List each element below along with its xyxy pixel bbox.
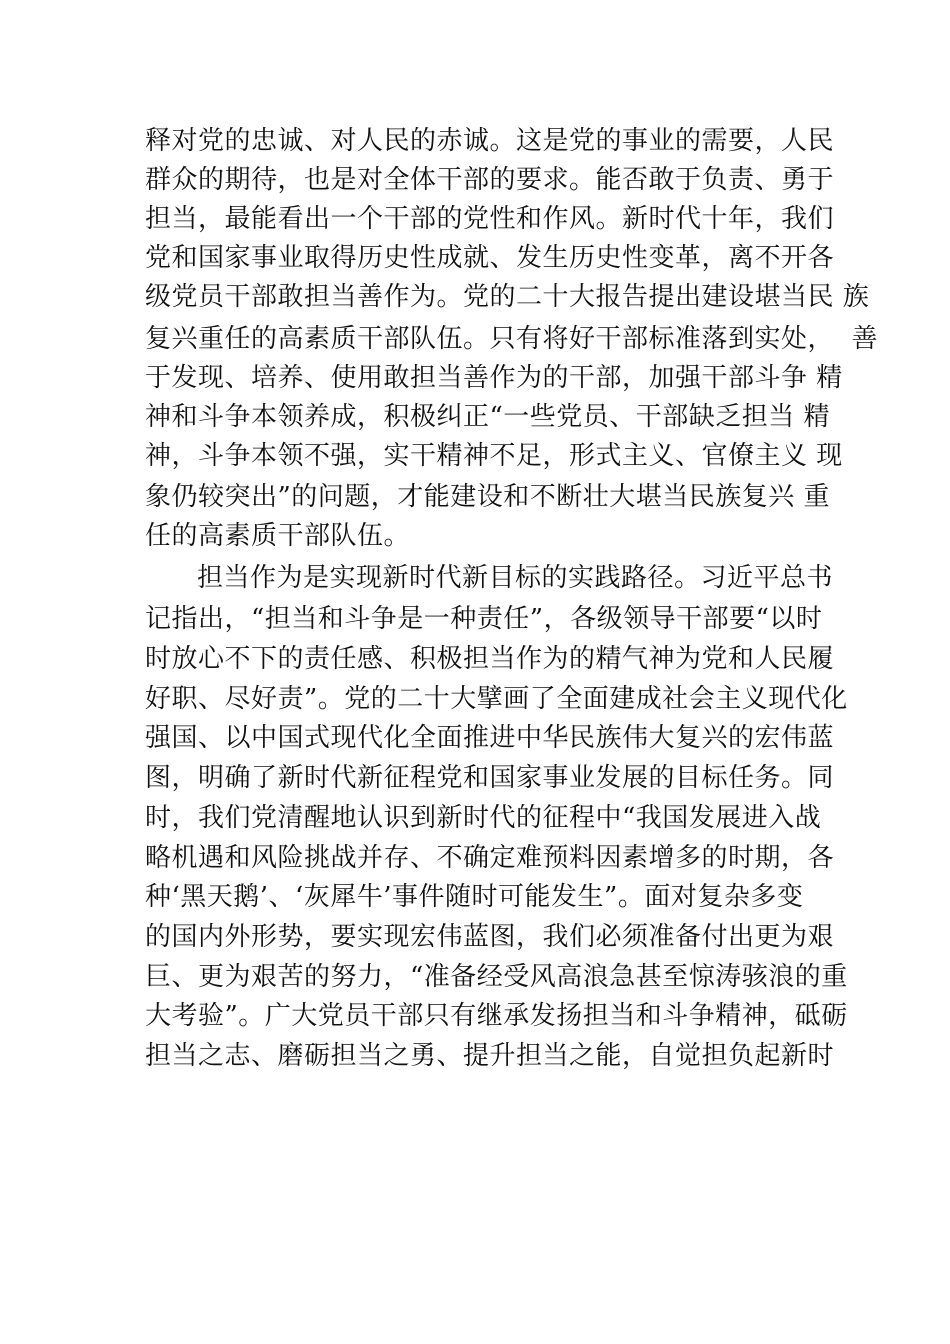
text-line: 的国内外形势，要实现宏伟蓝图，我们必须准备付出更为艰	[145, 922, 835, 952]
text-line: 记指出，“担当和斗争是一种责任”，各级领导干部要“以时	[145, 604, 823, 634]
text-line: 象仍较突出”的问题，才能建设和不断壮大堪当民族复兴 重	[145, 482, 831, 512]
text-line: 时，我们党清醒地认识到新时代的征程中“我国发展进入战	[145, 803, 822, 833]
text-line: 于发现、培养、使用敢担当善作为的干部，加强干部斗争 精	[145, 363, 843, 393]
text-line: 担当之志、磨砺担当之勇、提升担当之能，自觉担负起新时	[145, 1041, 835, 1071]
text-line: 时放心不下的责任感、积极担当作为的精气神为党和人民履	[145, 644, 835, 674]
text-line: 巨、更为艰苦的努力，“准备经受风高浪急甚至惊涛骇浪的重	[145, 962, 848, 992]
text-line: 级党员干部敢担当善作为。党的二十大报告提出建设堪当民 族	[145, 282, 870, 312]
text-line: 党和国家事业取得历史性成就、发生历史性变革，离不开各	[145, 243, 835, 273]
text-line: 神，斗争本领不强，实干精神不足，形式主义、官僚主义 现	[145, 441, 843, 471]
text-line: 大考验”。广大党员干部只有继承发扬担当和斗争精神，砥砺	[145, 1001, 848, 1031]
text-line: 略机遇和风险挑战并存、不确定难预料因素增多的时期，各	[145, 843, 835, 873]
text-line: 强国、以中国式现代化全面推进中华民族伟大复兴的宏伟蓝	[145, 723, 835, 753]
text-line: 释对党的忠诚、对人民的赤诚。这是党的事业的需要，人民	[145, 126, 835, 156]
text-line: 神和斗争本领养成，积极纠正“一些党员、干部缺乏担当 精	[145, 402, 831, 432]
text-line: 好职、尽好责”。党的二十大擘画了全面建成社会主义现代化	[145, 684, 848, 714]
paragraph-start-line: 担当作为是实现新时代新目标的实践路径。习近平总书	[197, 563, 834, 593]
text-line: 担当，最能看出一个干部的党性和作风。新时代十年，我们	[145, 204, 835, 234]
text-line: 复兴重任的高素质干部队伍。只有将好干部标准落到实处， 善	[145, 324, 879, 354]
text-line: 图，明确了新时代新征程党和国家事业发展的目标任务。同	[145, 763, 835, 793]
text-line: 群众的期待，也是对全体干部的要求。能否敢于负责、勇于	[145, 165, 835, 195]
text-line: 种‘黑天鹅’、‘灰犀牛’事件随时可能发生”。面对复杂多变	[145, 882, 804, 912]
text-line: 任的高素质干部队伍。	[145, 521, 411, 551]
